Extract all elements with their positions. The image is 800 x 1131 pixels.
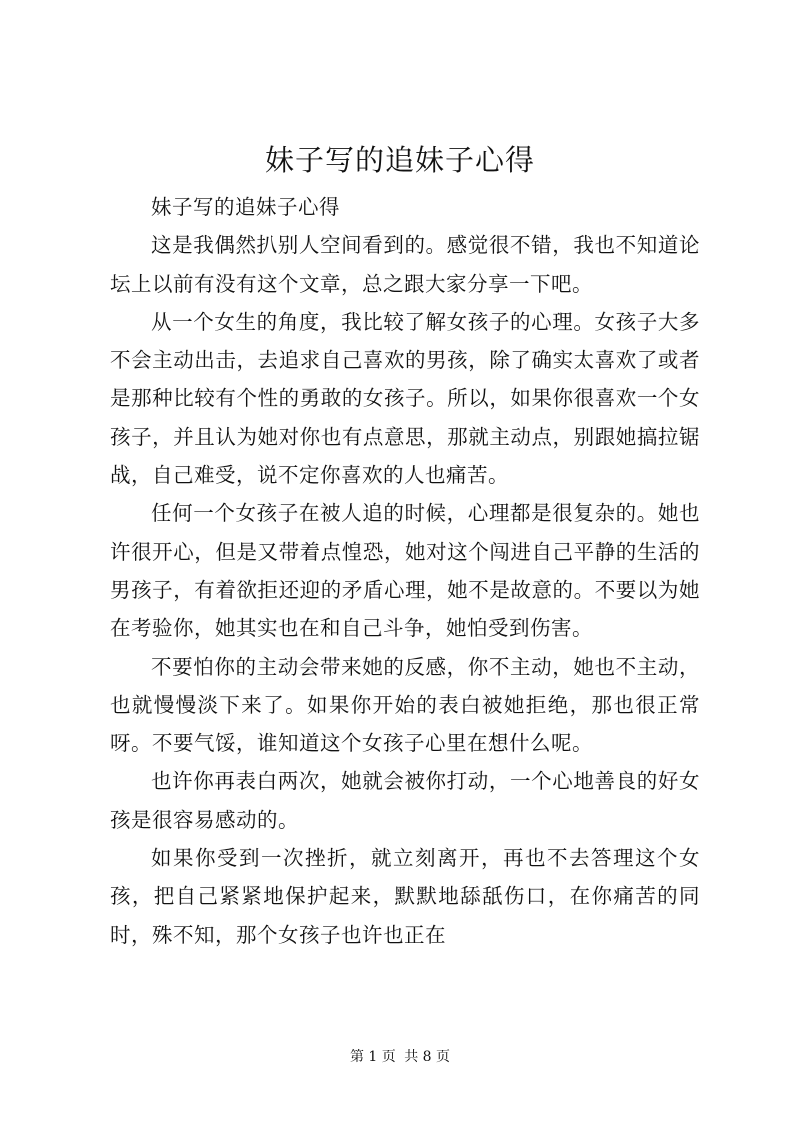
paragraph-intro: 这是我偶然扒别人空间看到的。感觉很不错，我也不知道论坛上以前有没有这个文章，总之跟大家分享一下吧。 bbox=[110, 233, 700, 296]
paragraph-be-proactive: 不要怕你的主动会带来她的反感，你不主动，她也不主动，也就慢慢淡下来了。如果你开始的表白被她拒绝，那也很正常呀。不要气馁，谁知道这个女孩子心里在想什么呢。 bbox=[110, 654, 700, 756]
document-title: 妹子写的追妹子心得 bbox=[264, 143, 535, 177]
page-number: 第 1 页 bbox=[349, 1049, 396, 1065]
paragraph-setback: 如果你受到一次挫折，就立刻离开，再也不去答理这个女孩，把自己紧紧地保护起来，默默地舔舐伤口，在你痛苦的同时，殊不知，那个女孩子也许也正在 bbox=[110, 846, 700, 947]
paragraph-psychology: 任何一个女孩子在被人追的时候，心理都是很复杂的。她也许很开心，但是又带着点惶恐，她对这个闯进自己平静的生活的男孩子，有着欲拒还迎的矛盾心理，她不是故意的。不要以为她在考验你，她其实也在和自己斗争，她怕受到伤害。 bbox=[110, 501, 700, 641]
total-pages: 共 8 页 bbox=[404, 1049, 451, 1065]
document-body bbox=[110, 188, 700, 954]
paragraph-try-again: 也许你再表白两次，她就会被你打动，一个心地善良的好女孩是很容易感动的。 bbox=[110, 769, 700, 832]
page-footer bbox=[0, 1047, 800, 1067]
paragraph-perspective: 从一个女生的角度，我比较了解女孩子的心理。女孩子大多不会主动出击，去追求自己喜欢的男孩，除了确实太喜欢了或者是那种比较有个性的勇敢的女孩子。所以，如果你很喜欢一个女孩子，并且认为她对你也有点意思，那就主动点，别跟她搞拉锯战，自己难受，说不定你喜欢的人也痛苦。 bbox=[110, 309, 700, 488]
paragraph-subtitle: 妹子写的追妹子心得 bbox=[151, 195, 340, 219]
